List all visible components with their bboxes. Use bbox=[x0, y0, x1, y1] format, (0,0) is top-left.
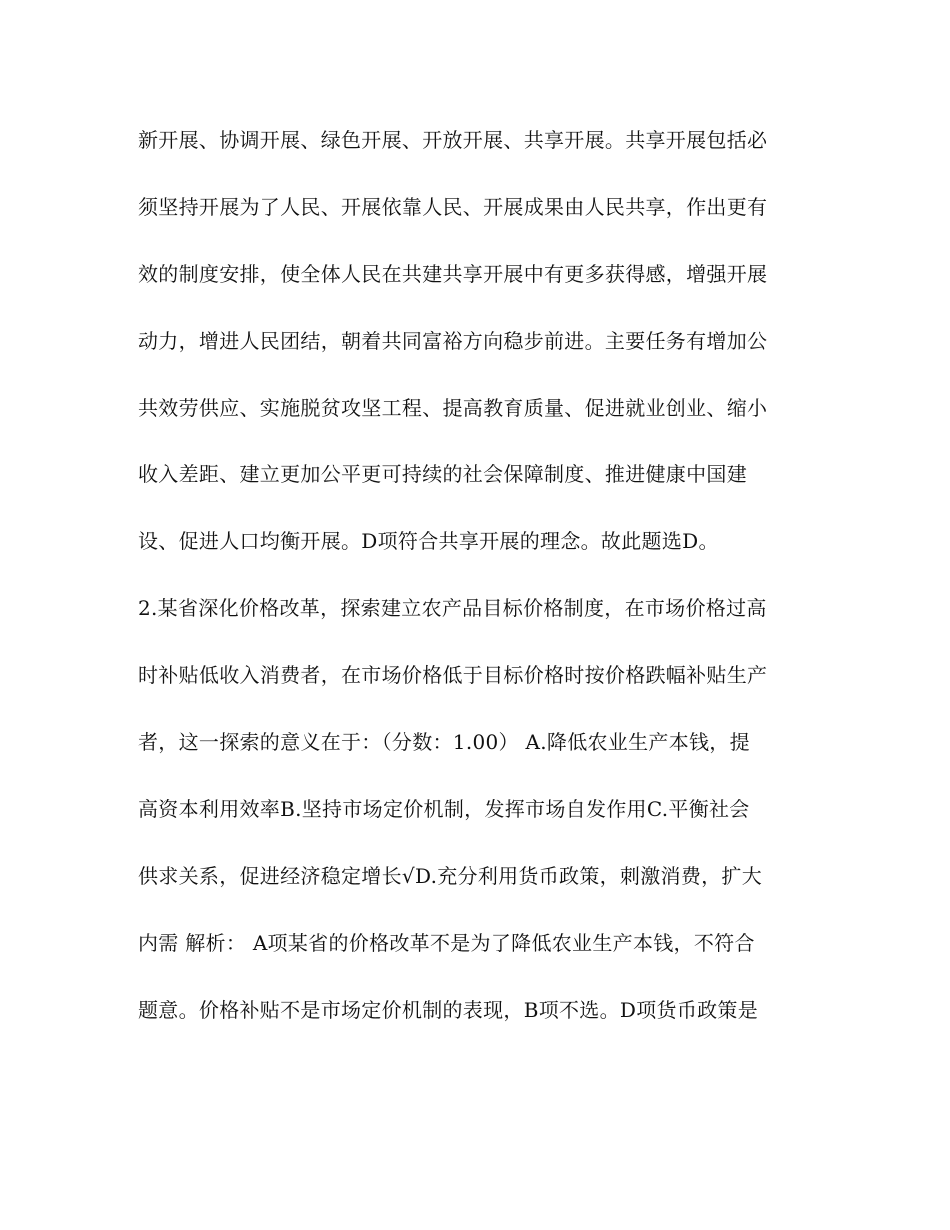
text-line: 高资本利用效率B.坚持市场定价机制，发挥市场自发作用C.平衡社会 bbox=[138, 796, 750, 821]
text-line: 设、促进人口均衡开展。D项符合共享开展的理念。故此题选D。 bbox=[138, 529, 719, 554]
text-line: 收入差距、建立更加公平更可持续的社会保障制度、推进健康中国建 bbox=[138, 462, 747, 487]
text-line: 供求关系，促进经济稳定增长√D.充分利用货币政策，刺激消费，扩大 bbox=[138, 863, 763, 888]
body-text bbox=[138, 116, 818, 1052]
question-2-line: 2.某省深化价格改革，探索建立农产品目标价格制度，在市场价格过高 bbox=[138, 596, 767, 621]
text-line: 题意。价格补贴不是市场定价机制的表现，B项不选。D项货币政策是 bbox=[138, 997, 759, 1022]
text-line: 新开展、协调开展、绿色开展、开放开展、共享开展。共享开展包括必 bbox=[138, 128, 768, 152]
text-line: 须坚持开展为了人民、开展依靠人民、开展成果由人民共享，作出更有 bbox=[138, 194, 768, 219]
text-line: 动力，增进人民团结，朝着共同富裕方向稳步前进。主要任务有增加公 bbox=[138, 328, 768, 353]
text-line: 内需 解析： A项某省的价格改革不是为了降低农业生产本钱，不符合 bbox=[138, 930, 755, 955]
text-line: 时补贴低收入消费者，在市场价格低于目标价格时按价格跌幅补贴生产 bbox=[138, 663, 768, 688]
text-line: 共效劳供应、实施脱贫攻坚工程、提高教育质量、促进就业创业、缩小 bbox=[138, 395, 768, 420]
text-line: 者，这一探索的意义在于：（分数：1.00） A.降低农业生产本钱，提 bbox=[138, 730, 750, 755]
text-line: 效的制度安排，使全体人民在共建共享开展中有更多获得感，增强开展 bbox=[138, 261, 768, 286]
